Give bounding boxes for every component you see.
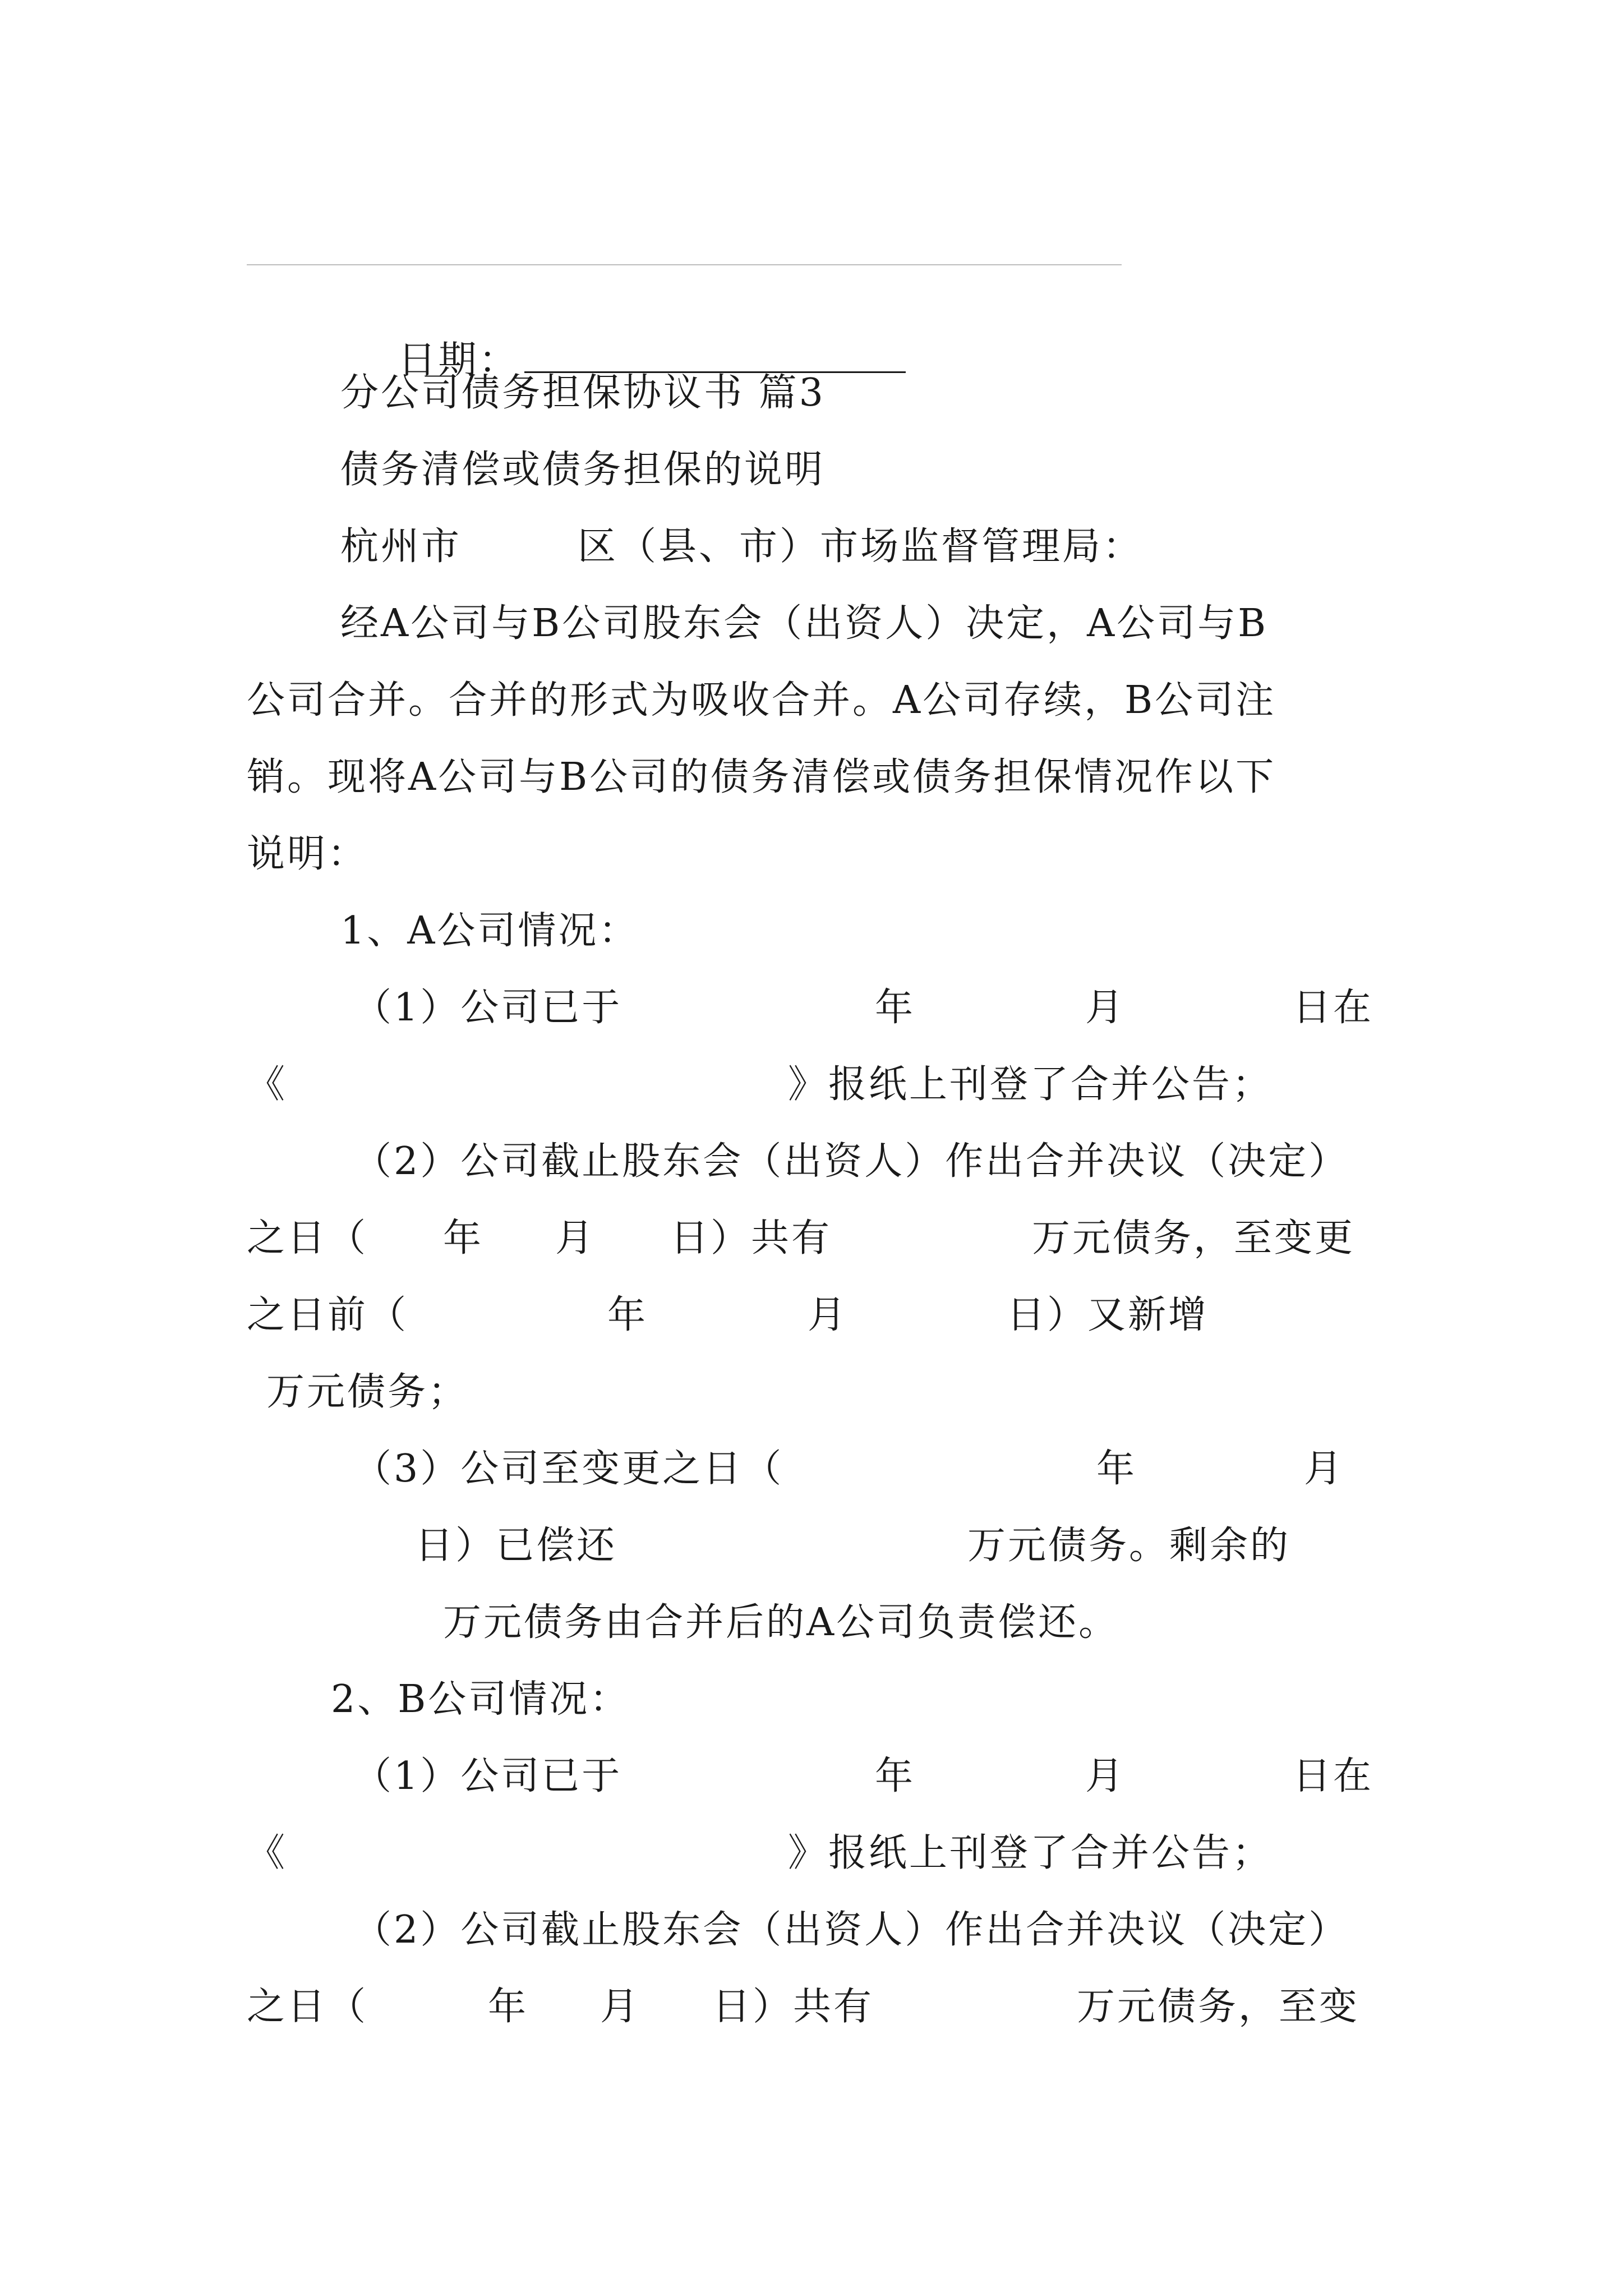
a2-l2-a: 之日（ (247, 1216, 368, 1260)
b2-l2-year: 年 (488, 1985, 529, 2029)
a1-day: 日在 (1293, 986, 1374, 1030)
a3-l1-year: 年 (1096, 1447, 1137, 1491)
a3-l2-a: 日）已偿还 (415, 1524, 617, 1568)
a2-l2-end: 万元债务，至变更 (1032, 1216, 1355, 1260)
b2-line-1: （2）公司截止股东会（出资人）作出合并决议（决定） (353, 1908, 1349, 1952)
b1-month: 月 (1085, 1754, 1126, 1798)
b2-l2-a: 之日（ (247, 1985, 368, 2029)
a1-bracket-open: 《 (247, 1062, 288, 1107)
a2-l2-month: 月 (555, 1216, 596, 1260)
a3-line-3: 万元债务由合并后的A公司负责偿还。 (443, 1600, 1119, 1645)
a3-l1-month: 月 (1304, 1447, 1345, 1491)
b1-start: （1）公司已于 (353, 1754, 623, 1798)
a2-line-1: （2）公司截止股东会（出资人）作出合并决议（决定） (353, 1139, 1349, 1184)
a1-start: （1）公司已于 (353, 986, 623, 1030)
b1-end: 》报纸上刊登了合并公告； (788, 1831, 1273, 1875)
intro-line-1: 经A公司与B公司股东会（出资人）决定，A公司与B (340, 601, 1269, 646)
date-blank (524, 339, 906, 373)
date-label: 日期： (398, 338, 519, 383)
b1-year: 年 (875, 1754, 916, 1798)
a2-l2-year: 年 (443, 1216, 484, 1260)
a2-l3-year: 年 (607, 1293, 648, 1337)
addressee-city: 杭州市 (340, 524, 462, 569)
a2-l3-month: 月 (808, 1293, 849, 1337)
b1-bracket-open: 《 (247, 1831, 288, 1875)
intro-line-4: 说明： (247, 832, 368, 876)
a3-l1-a: （3）公司至变更之日（ (353, 1447, 784, 1491)
a2-line-4: 万元债务； (266, 1370, 469, 1414)
a1-year: 年 (875, 986, 916, 1030)
section-b-heading: 2、B公司情况： (331, 1677, 630, 1722)
a1-end: 》报纸上刊登了合并公告； (788, 1062, 1273, 1107)
a2-l2-day: 日）共有 (670, 1216, 832, 1260)
header-rule (247, 264, 1122, 265)
a2-l3-day: 日）又新增 (1007, 1293, 1209, 1337)
b2-l2-end: 万元债务，至变 (1077, 1985, 1360, 2029)
b2-l2-day: 日）共有 (712, 1985, 874, 2029)
a1-month: 月 (1085, 986, 1126, 1030)
a3-l2-b: 万元债务。剩余的 (967, 1524, 1291, 1568)
intro-line-3: 销。现将A公司与B公司的债务清偿或债务担保情况作以下 (247, 755, 1276, 799)
intro-line-2: 公司合并。合并的形式为吸收合并。A公司存续，B公司注 (247, 678, 1276, 723)
addressee-rest: 区（县、市）市场监督管理局： (578, 524, 1144, 569)
a2-l3-a: 之日前（ (247, 1293, 409, 1337)
section-a-heading: 1、A公司情况： (340, 909, 639, 953)
document-title: 分公司债务担保协议书 篇3 (340, 371, 826, 415)
b1-day: 日在 (1293, 1754, 1374, 1798)
b2-l2-month: 月 (600, 1985, 641, 2029)
document-subtitle: 债务清偿或债务担保的说明 (340, 448, 826, 492)
